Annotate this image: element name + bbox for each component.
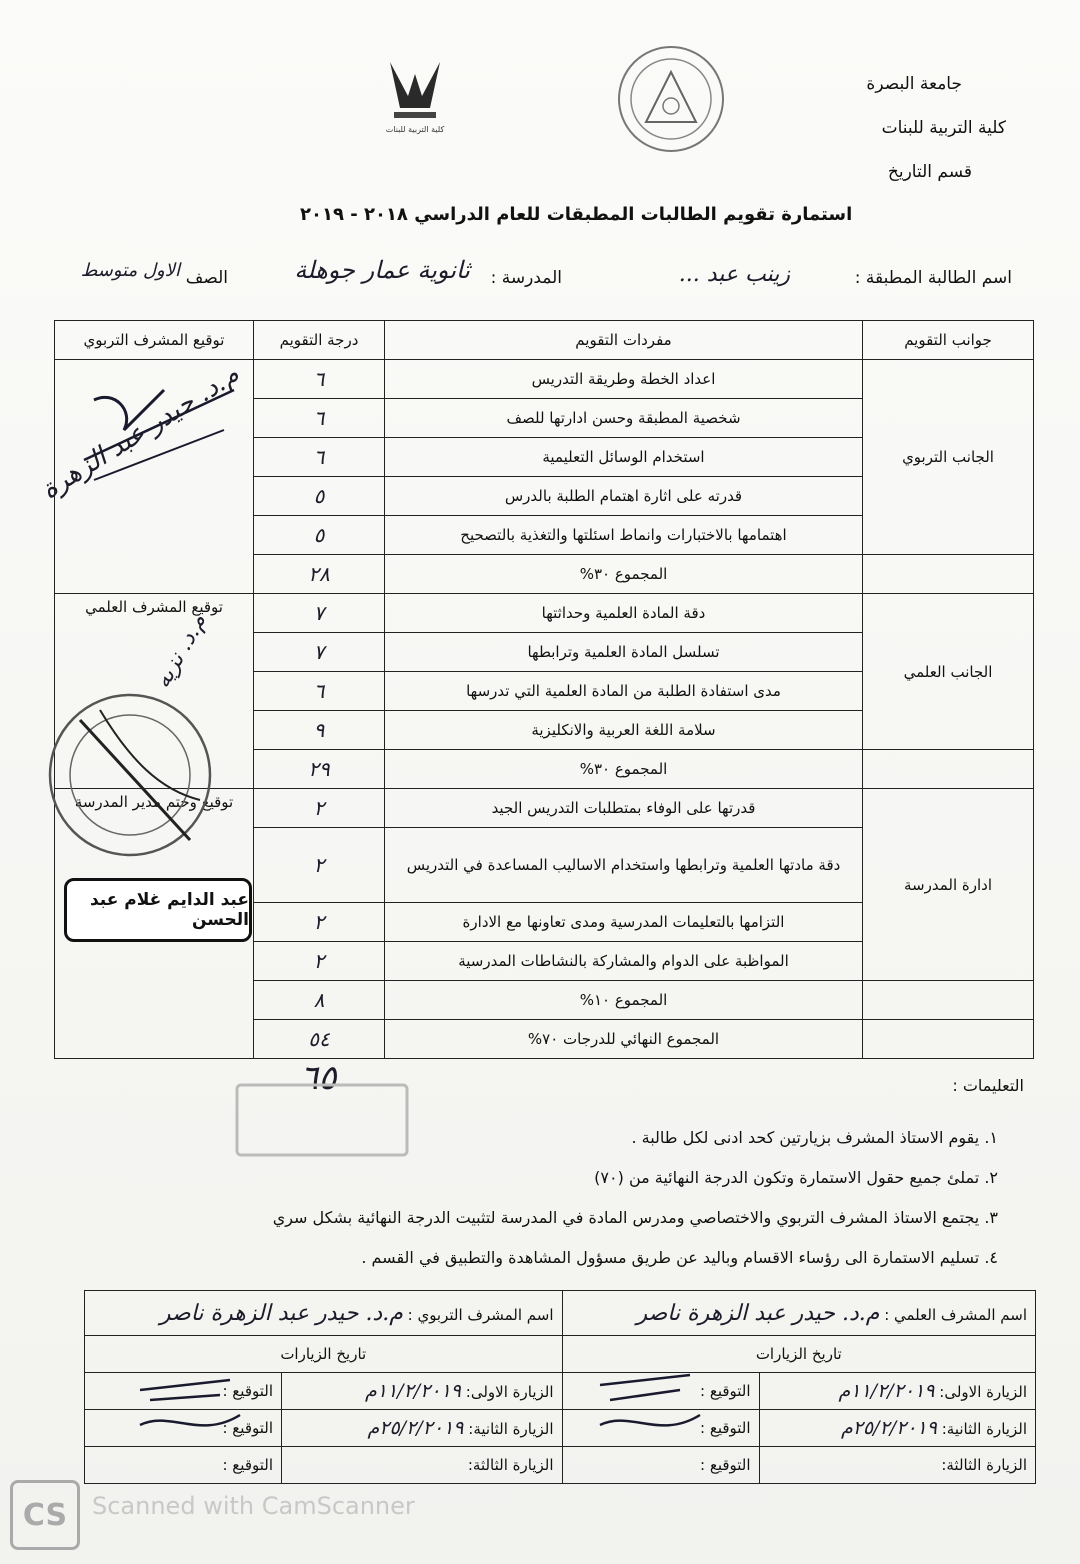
visit2-label: الزيارة الثانية: [468, 1420, 554, 1438]
sci-supervisor-label: اسم المشرف العلمي : [884, 1305, 1027, 1324]
edu-supervisor-label: اسم المشرف التربوي : [407, 1305, 554, 1324]
signature-edu-text: م.د. حيدر عبد الزهرة [36, 359, 245, 506]
visit1-label: الزيارة الاولى: [939, 1383, 1027, 1401]
edu-visit1-date: ١١/٢/٢٠١٩م [365, 1380, 462, 1402]
sign-label: التوقيع : [85, 1373, 282, 1410]
grade-cell: ٧ [254, 594, 385, 633]
criterion: سلامة اللغة العربية والانكليزية [385, 711, 863, 750]
instruction-item: ٤. تسليم الاستمارة الى رؤساء الاقسام وباليد عن طريق مسؤول المشاهدة والتطبيق في القسم . [361, 1248, 998, 1267]
student-name-value: زينب عبد ... [678, 262, 790, 287]
visit1-label: الزيارة الاولى: [465, 1383, 554, 1401]
sign-label: التوقيع : [562, 1373, 759, 1410]
grade-cell: ٩ [254, 711, 385, 750]
sign-label: التوقيع : [562, 1410, 759, 1447]
class-label: الصف [185, 268, 228, 288]
criterion: اعداد الخطة وطريقة التدريس [385, 360, 863, 399]
criterion: التزامها بالتعليمات المدرسية ومدى تعاونها مع الادارة [385, 903, 863, 942]
criterion: قدرته على اثارة اهتمام الطلبة بالدرس [385, 477, 863, 516]
college-logo-icon [380, 56, 450, 146]
sum-grade: ٨ [254, 981, 385, 1020]
criterion: مدى استفادة الطلبة من المادة العلمية التي تدرسها [385, 672, 863, 711]
sig-sci-label: توقيع المشرف العلمي [85, 598, 223, 616]
signature-sci-text: م.د. نزيه [150, 610, 212, 693]
school-value: ثانوية عمار جوهلة [294, 256, 470, 284]
grade-cell: ٦ [254, 438, 385, 477]
sign-label: التوقيع : [85, 1410, 282, 1447]
college-name: كلية التربية للبنات [881, 118, 1006, 138]
header-grade: درجة التقويم [254, 321, 385, 360]
header-aspects: جوانب التقويم [863, 321, 1034, 360]
university-name: جامعة البصرة [866, 74, 962, 94]
school-label: المدرسة : [490, 268, 562, 288]
university-seal-icon [616, 44, 726, 154]
sci-visit1-date: ١١/٢/٢٠١٩م [838, 1380, 935, 1402]
final-label: المجموع النهائي للدرجات ٧٠% [385, 1020, 863, 1059]
criterion: شخصية المطبقة وحسن ادارتها للصف [385, 399, 863, 438]
sum-grade: ٢٨ [254, 555, 385, 594]
sci-visits-header: تاريخ الزيارات [562, 1336, 1035, 1373]
criterion: قدرتها على الوفاء بمتطلبات التدريس الجيد [385, 789, 863, 828]
sum-label: المجموع ٣٠% [385, 555, 863, 594]
grade-cell: ٢ [254, 942, 385, 981]
header-items: مفردات التقويم [385, 321, 863, 360]
sign-label: التوقيع : [562, 1447, 759, 1484]
instructions-label: التعليمات : [952, 1076, 1024, 1095]
instruction-item: ٢. تملئ جميع حقول الاستمارة وتكون الدرجة النهائية من (٧٠) [594, 1168, 998, 1187]
criterion: تسلسل المادة العلمية وترابطها [385, 633, 863, 672]
grade-cell: ٢ [254, 789, 385, 828]
department-name: قسم التاريخ [887, 162, 972, 182]
instructions-list [118, 1128, 998, 1288]
grade-cell: ٦ [254, 360, 385, 399]
visit3-label: الزيارة الثالثة: [759, 1447, 1035, 1484]
criterion: دقة مادتها العلمية وترابطها واستخدام الاساليب المساعدة في التدريس [385, 828, 863, 903]
visit2-label: الزيارة الثانية: [941, 1420, 1027, 1438]
instruction-item: ٣. يجتمع الاستاذ المشرف التربوي والاختصاصي ومدرس المادة في المدرسة لتثبيت الدرجة النهائية بشكل سري [272, 1208, 998, 1227]
sig-principal-label: توقيع وختم مدير المدرسة [74, 793, 234, 811]
sum-grade: ٢٩ [254, 750, 385, 789]
class-value: الاول متوسط [80, 260, 180, 281]
criterion: استخدام الوسائل التعليمية [385, 438, 863, 477]
grade-cell: ٢ [254, 828, 385, 903]
instruction-item: ١. يقوم الاستاذ المشرف بزيارتين كحد ادنى لكل طالبة . [631, 1128, 998, 1147]
sci-supervisor-value: م.د. حيدر عبد الزهرة ناصر [636, 1300, 880, 1326]
header-sig-edu: توقيع المشرف التربوي [55, 321, 254, 360]
edu-visit2-date: ٢٥/٢/٢٠١٩م [367, 1417, 464, 1439]
section-scientific: الجانب العلمي [863, 594, 1034, 750]
edu-supervisor-value: م.د. حيدر عبد الزهرة ناصر [159, 1300, 403, 1326]
scanner-watermark: Scanned with CamScanner [92, 1492, 415, 1520]
criterion: المواظبة على الدوام والمشاركة بالنشاطات المدرسية [385, 942, 863, 981]
grade-cell: ٥ [254, 477, 385, 516]
visit3-label: الزيارة الثالثة: [282, 1447, 563, 1484]
visit-signatures-icon [130, 1370, 770, 1460]
section-educational: الجانب التربوي [863, 360, 1034, 555]
sum-label: المجموع ٣٠% [385, 750, 863, 789]
scanner-logo-icon: CS [10, 1480, 80, 1550]
grade-cell: ٥ [254, 516, 385, 555]
school-round-stamp-icon [40, 680, 220, 870]
final-grade-written: ٦٥ [300, 1058, 337, 1098]
sum-label: المجموع ١٠% [385, 981, 863, 1020]
edu-visits-header: تاريخ الزيارات [85, 1336, 563, 1373]
section-school-admin: ادارة المدرسة [863, 789, 1034, 981]
grade-cell: ٢ [254, 903, 385, 942]
student-name-label: اسم الطالبة المطبقة : [854, 268, 1012, 288]
grade-cell: ٦ [254, 672, 385, 711]
form-title: استمارة تقويم الطالبات المطبقات للعام الدراسي ٢٠١٨ - ٢٠١٩ [300, 204, 853, 225]
sci-visit2-date: ٢٥/٢/٢٠١٩م [840, 1417, 937, 1439]
grade-cell: ٦ [254, 399, 385, 438]
sign-label: التوقيع : [85, 1447, 282, 1484]
grade-cell: ٧ [254, 633, 385, 672]
principal-name-stamp: عبد الدايم غلام عبد الحسن [64, 878, 252, 942]
criterion: اهتمامها بالاختبارات وانماط اسئلتها والتغذية بالتصحيح [385, 516, 863, 555]
criterion: دقة المادة العلمية وحداثتها [385, 594, 863, 633]
final-grade: ٥٤ [254, 1020, 385, 1059]
svg-text:كلية التربية للبنات: كلية التربية للبنات [385, 125, 445, 134]
